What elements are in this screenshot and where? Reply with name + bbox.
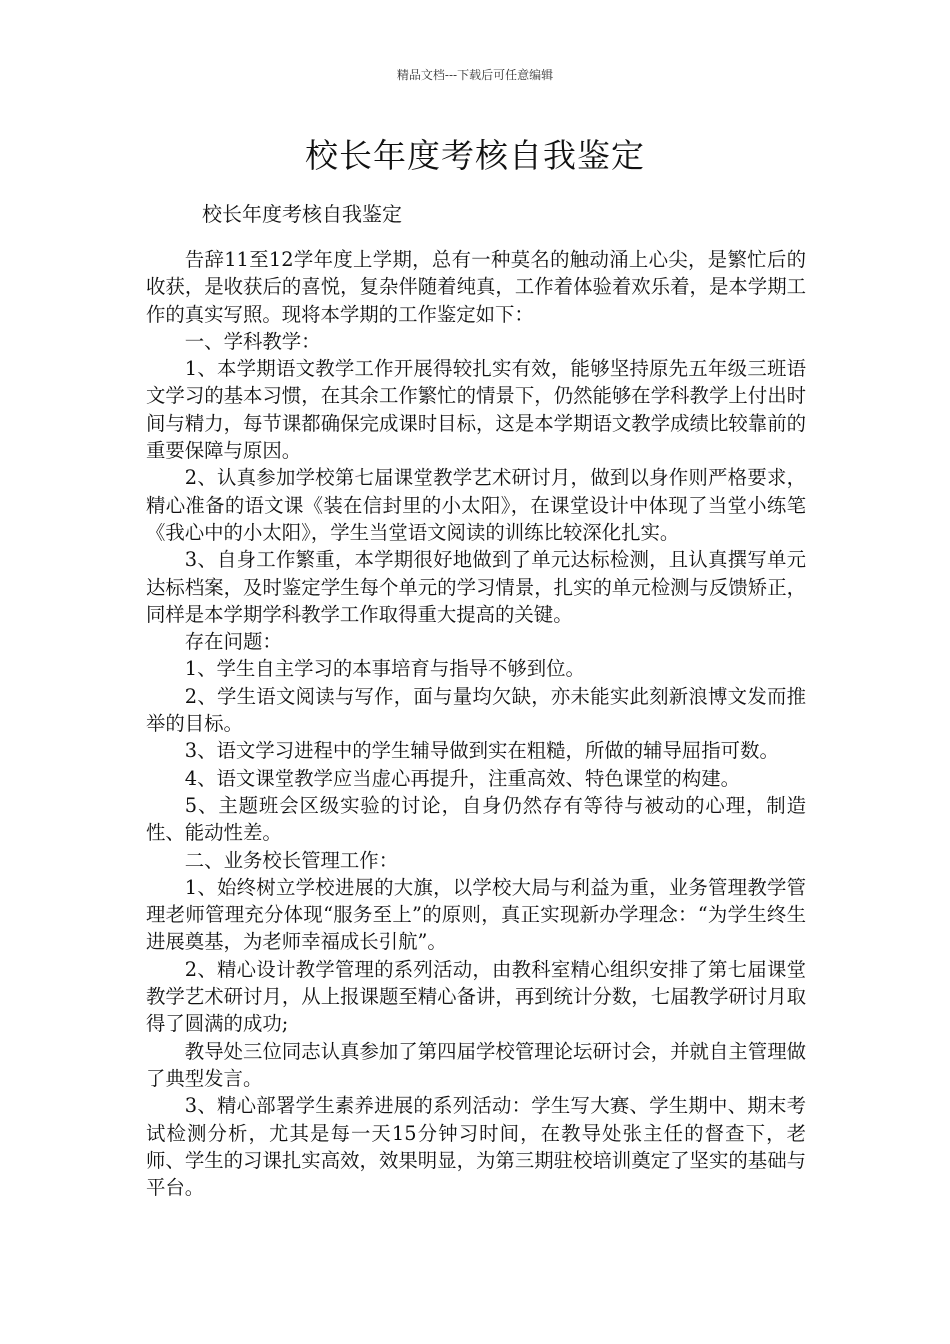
paragraph: 5、主题班会区级实验的讨论，自身仍然存有等待与被动的心理，制造性、能动性差。	[146, 793, 806, 845]
section-heading: 二、业务校长管理工作：	[184, 848, 399, 872]
document-subtitle: 校长年度考核自我鉴定	[202, 202, 402, 226]
paragraph: 1、学生自主学习的本事培育与指导不够到位。	[184, 657, 585, 681]
paragraph: 1、本学期语文教学工作开展得较扎实有效，能够坚持原先五年级三班语文学习的基本习惯，在其余工作繁忙的情景下，仍然能够在学科教学上付出时间与精力，每节课都确保完成课时目标，这是本学期语文教学成绩比较靠前的重要保障与原因。	[146, 357, 806, 463]
paragraph: 1、始终树立学校进展的大旗，以学校大局与利益为重，业务管理教学管理老师管理充分体现“服务至上”的原则，真正实现新办学理念：“为学生终生进展奠基，为老师幸福成长引航”。	[146, 875, 806, 954]
paragraph: 教导处三位同志认真参加了第四届学校管理论坛研讨会，并就自主管理做了典型发言。	[146, 1039, 806, 1090]
paragraph: 2、学生语文阅读与写作，面与量均欠缺，亦未能实此刻新浪博文发而推举的目标。	[146, 684, 806, 736]
paragraph: 3、自身工作繁重，本学期很好地做到了单元达标检测，且认真撰写单元达标档案，及时鉴定学生每个单元的学习情景，扎实的单元检测与反馈矫正，同样是本学期学科教学工作取得重大提高的关键。	[146, 548, 806, 626]
section-heading: 一、学科教学：	[184, 329, 321, 353]
section-heading: 存在问题：	[184, 630, 282, 654]
paragraph: 2、认真参加学校第七届课堂教学艺术研讨月，做到以身作则严格要求，精心准备的语文课《装在信封里的小太阳》，在课堂设计中体现了当堂小练笔《我心中的小太阳》，学生当堂语文阅读的训练比较深化扎实。	[146, 466, 806, 544]
paragraph: 告辞11至12学年度上学期，总有一种莫名的触动涌上心尖，是繁忙后的收获，是收获后的喜悦，复杂伴随着纯真，工作着体验着欢乐着，是本学期工作的真实写照。现将本学期的工作鉴定如下：	[146, 248, 806, 326]
document-body	[146, 246, 806, 1201]
paragraph: 3、语文学习进程中的学生辅导做到实在粗糙，所做的辅导屈指可数。	[184, 739, 779, 763]
paragraph: 3、精心部署学生素养进展的系列活动：学生写大赛、学生期中、期末考试检测分析，尤其是每一天15分钟习时间，在教导处张主任的督查下，老师、学生的习课扎实高效，效果明显，为第三期驻校培训奠定了坚实的基础与平台。	[146, 1094, 806, 1200]
page-header: 精品文档---下载后可任意编辑	[396, 68, 554, 82]
document-title: 校长年度考核自我鉴定	[305, 136, 645, 175]
paragraph: 4、语文课堂教学应当虚心再提升，注重高效、特色课堂的构建。	[184, 766, 741, 790]
paragraph: 2、精心设计教学管理的系列活动，由教科室精心组织安排了第七届课堂教学艺术研讨月，从上报课题至精心备讲，再到统计分数，七届教学研讨月取得了圆满的成功;	[146, 957, 806, 1036]
